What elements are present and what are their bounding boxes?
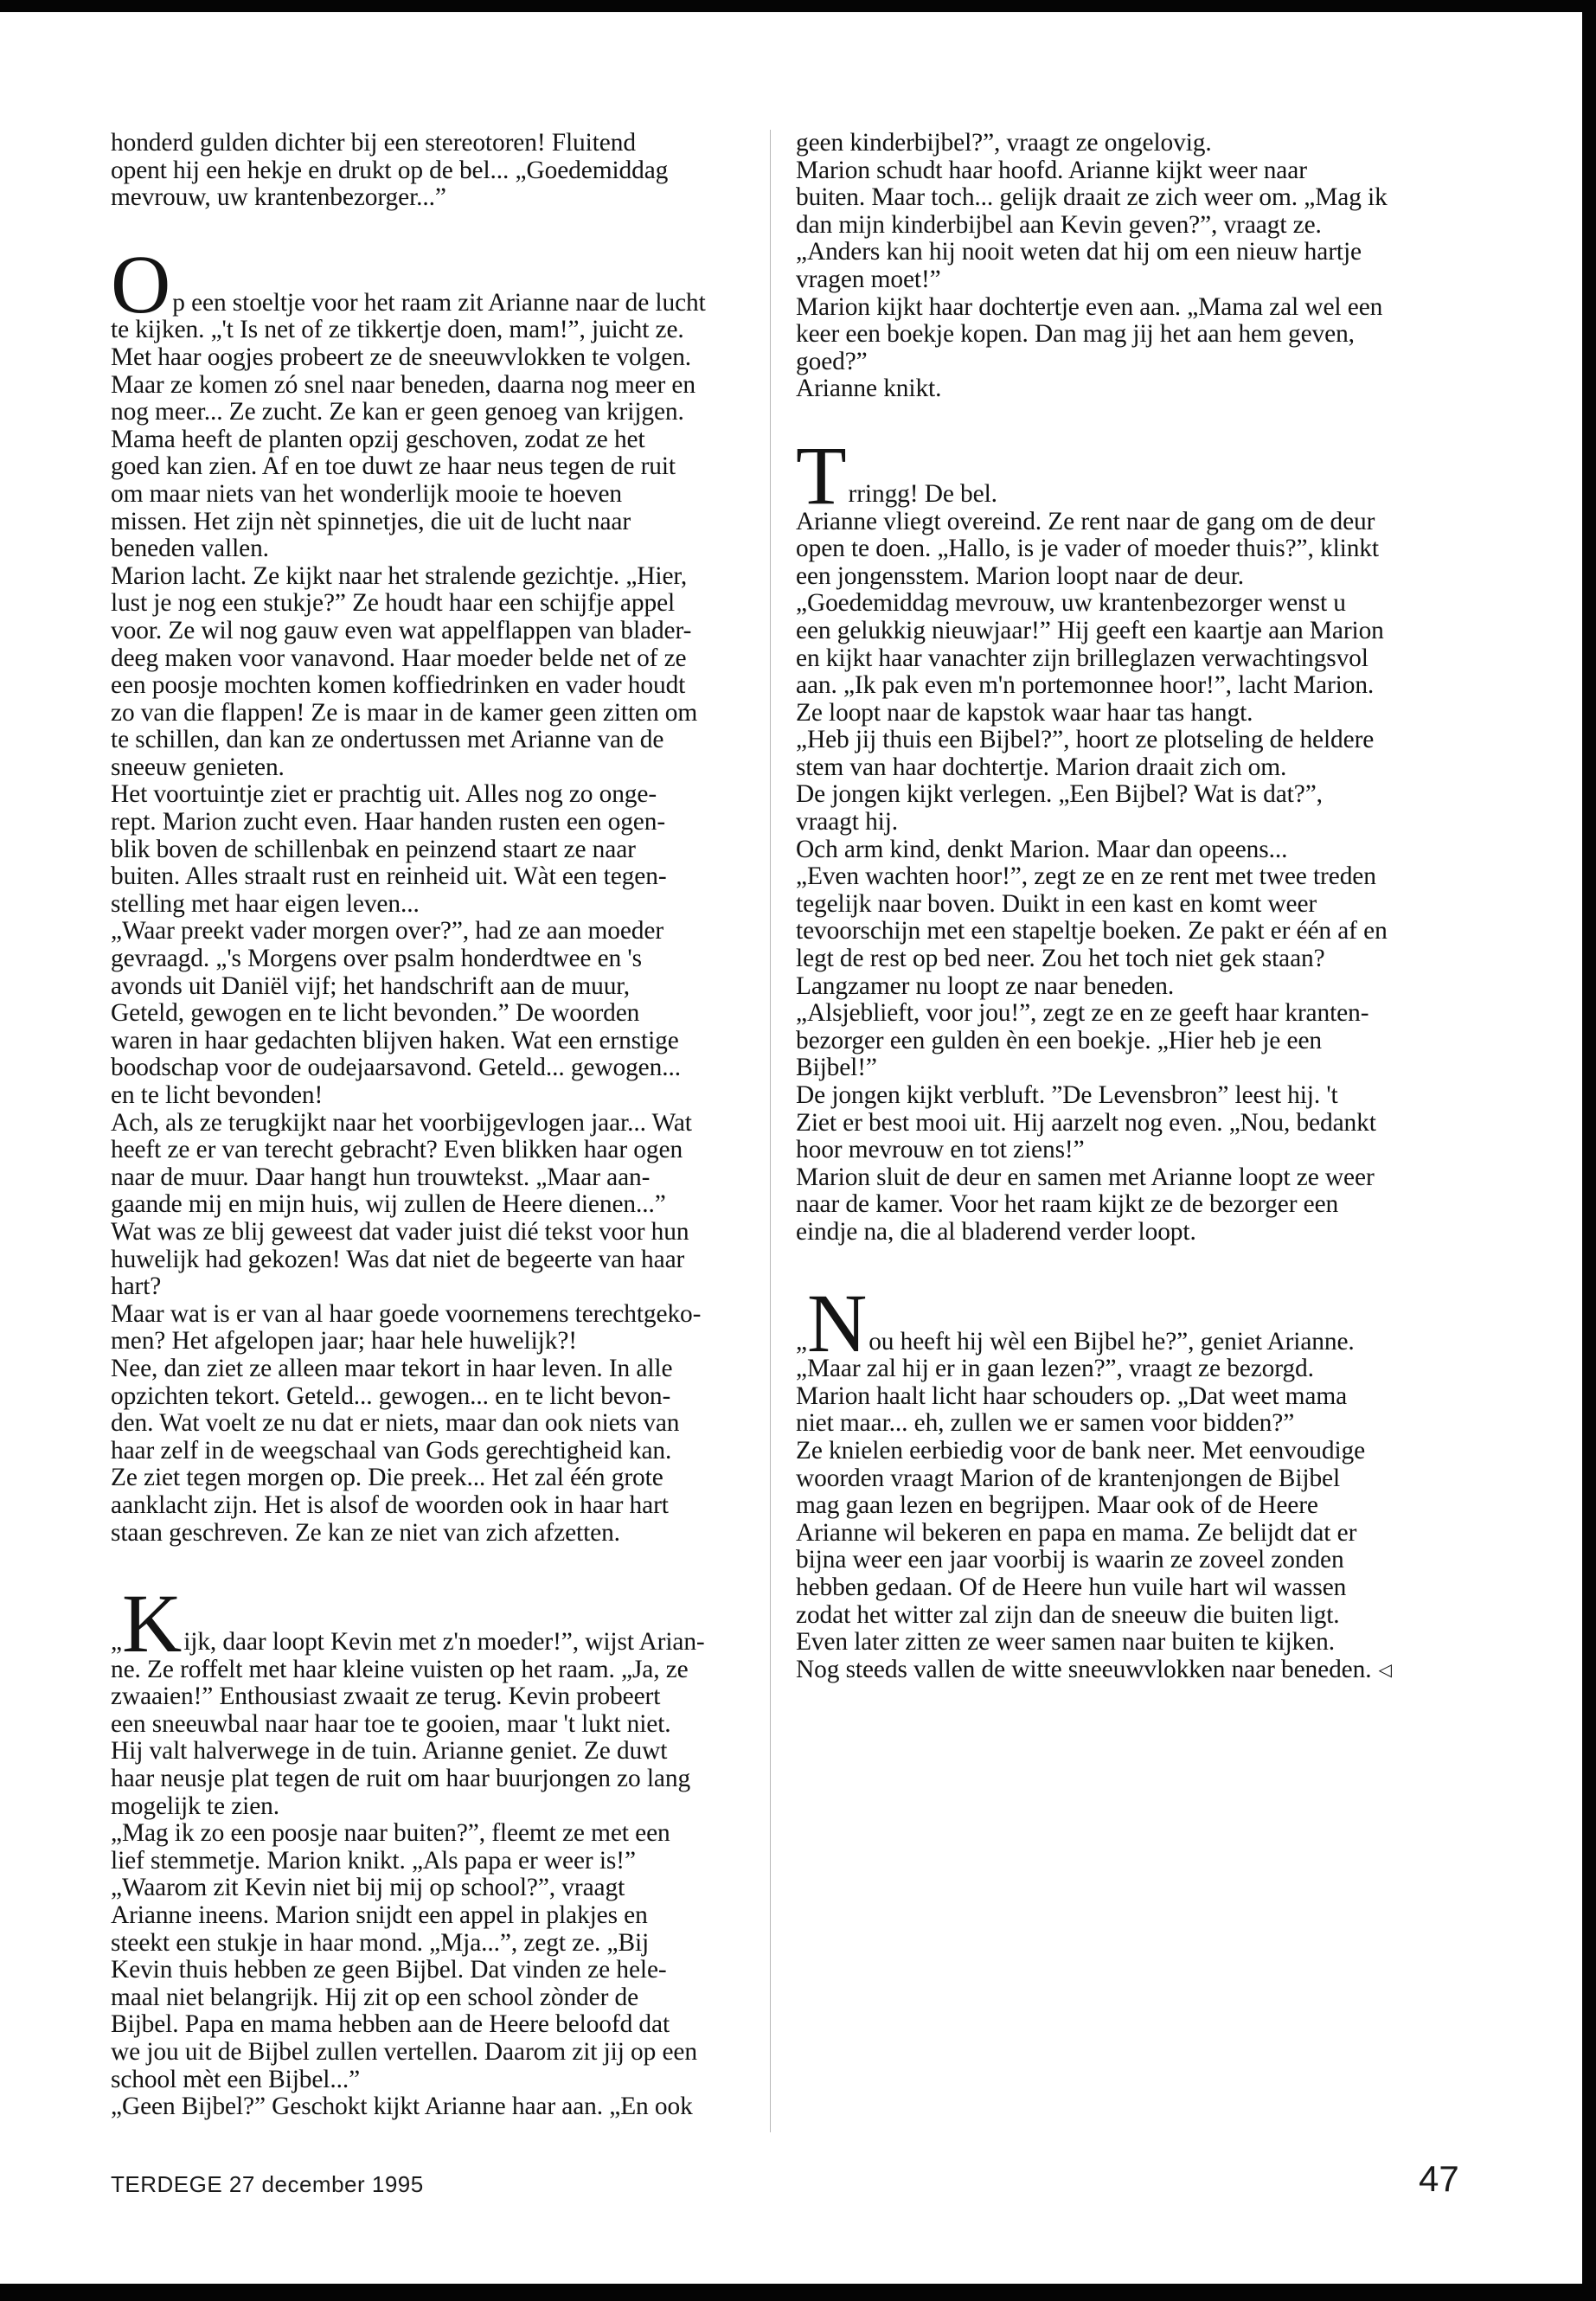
text-line: vraagt hij. xyxy=(796,808,899,836)
footer-publication: TERDEGE 27 december 1995 xyxy=(111,2171,424,2197)
text-line: naar de muur. Daar hangt hun trouwtekst. „Maar aan- xyxy=(111,1163,651,1191)
text-line: naar de kamer. Voor het raam kijkt ze de bezorger een xyxy=(796,1190,1339,1219)
text-line: Arianne vliegt overeind. Ze rent naar de gang om de deur xyxy=(796,507,1375,535)
text-line: Arianne ineens. Marion snijdt een appel in plakjes en xyxy=(111,1901,648,1930)
first-line-text: ijk, daar loopt Kevin met z'n moeder!”, wijst Arian- xyxy=(183,1628,705,1657)
text-line: gevraagd. „'s Morgens over psalm honderdtwee en 's xyxy=(111,945,642,973)
last-line-text: Nog steeds vallen de witte sneeuwvlokken naar beneden. xyxy=(796,1655,1372,1683)
text-line: Nee, dan ziet ze alleen maar tekort in haar leven. In alle xyxy=(111,1354,673,1382)
text-line: lief stemmetje. Marion knikt. „Als papa er weer is!” xyxy=(111,1846,636,1875)
text-line: Maar ze komen zó snel naar beneden, daarna nog meer en xyxy=(111,370,695,399)
text-line: tegelijk naar boven. Duikt in een kast en komt weer xyxy=(796,889,1317,918)
text-line: opzichten tekort. Geteld... gewogen... en te licht bevon- xyxy=(111,1381,671,1410)
text-line: De jongen kijkt verbluft. ”De Levensbron” leest hij. 't xyxy=(796,1081,1338,1109)
text-line: stelling met haar eigen leven... xyxy=(111,889,420,918)
section-with-dropcap xyxy=(796,1276,1445,1684)
first-line-text: p een stoeltje voor het raam zit Arianne naar de lucht xyxy=(172,288,706,317)
text-line: deeg maken voor vanavond. Haar moeder belde net of ze xyxy=(111,644,687,672)
text-line: lust je nog een stukje?” Ze houdt haar een schijfje appel xyxy=(111,589,676,618)
section-with-dropcap xyxy=(111,237,785,1547)
text-line: vragen moet!” xyxy=(796,265,941,293)
section-with-dropcap xyxy=(796,428,1445,1247)
text-line: eindje na, die al bladerend verder loopt. xyxy=(796,1217,1196,1246)
text-line: Marion sluit de deur en samen met Arianne loopt ze weer xyxy=(796,1163,1375,1191)
text-line: Marion schudt haar hoofd. Arianne kijkt weer naar xyxy=(796,156,1307,184)
page-number: 47 xyxy=(1419,2158,1459,2199)
text-line: beneden vallen. xyxy=(111,535,269,563)
text-line: dan mijn kinderbijbel aan Kevin geven?”, vraagt ze. xyxy=(796,210,1322,239)
right-column xyxy=(796,130,1445,1683)
text-line: waren in haar gedachten blijven haken. Wat een ernstige xyxy=(111,1026,679,1054)
text-line: „Waarom zit Kevin niet bij mij op school?”, vraagt xyxy=(111,1874,625,1902)
text-line: tevoorschijn met een stapeltje boeken. Ze pakt er één af en xyxy=(796,917,1388,945)
text-line: Wat was ze blij geweest dat vader juist dié tekst voor hun xyxy=(111,1217,689,1246)
opening-quote: „ xyxy=(796,1327,807,1356)
text-line: stem van haar dochtertje. Marion draait zich om. xyxy=(796,753,1287,781)
text-line: huwelijk had gekozen! Was dat niet de begeerte van haar xyxy=(111,1245,685,1273)
text-line: Ze loopt naar de kapstok waar haar tas hangt. xyxy=(796,698,1253,727)
text-line: zwaaien!” Enthousiast zwaait ze terug. Kevin probeert xyxy=(111,1682,661,1711)
text-line: „Alsjeblieft, voor jou!”, zegt ze en ze geeft haar kranten- xyxy=(796,999,1369,1028)
section-body xyxy=(111,1657,785,2121)
text-line: honderd gulden dichter bij een stereotoren! Fluitend xyxy=(111,129,636,157)
text-line: „Goedemiddag mevrouw, uw krantenbezorger wenst u xyxy=(796,589,1346,618)
text-line: school mèt een Bijbel...” xyxy=(111,2065,361,2093)
text-line: aanklacht zijn. Het is alsof de woorden ook in haar hart xyxy=(111,1490,669,1519)
text-line: hoor mevrouw en tot ziens!” xyxy=(796,1136,1085,1164)
section-with-dropcap xyxy=(111,1577,785,2121)
section-body xyxy=(796,1356,1445,1657)
text-line: gaande mij en mijn huis, wij zullen de Heere dienen...” xyxy=(111,1190,666,1219)
text-line: missen. Het zijn nèt spinnetjes, die uit de lucht naar xyxy=(111,507,631,535)
text-line: avonds uit Daniël vijf; het handschrift aan de muur, xyxy=(111,971,631,1000)
text-line: en te licht bevonden! xyxy=(111,1081,324,1109)
text-line: „Mag ik zo een poosje naar buiten?”, fleemt ze met een xyxy=(111,1819,670,1848)
text-line: Ach, als ze terugkijkt naar het voorbijgevlogen jaar... Wat xyxy=(111,1108,692,1137)
text-line: mevrouw, uw krantenbezorger...” xyxy=(111,183,446,212)
text-line: Geteld, gewogen en te licht bevonden.” De woorden xyxy=(111,999,640,1028)
text-line: boodschap voor de oudejaarsavond. Geteld... gewogen... xyxy=(111,1054,681,1082)
text-line: „Maar zal hij er in gaan lezen?”, vraagt ze bezorgd. xyxy=(796,1355,1314,1383)
text-line: goed kan zien. Af en toe duwt ze haar neus tegen de ruit xyxy=(111,452,676,481)
text-line: „Anders kan hij nooit weten dat hij om een nieuw hartje xyxy=(796,238,1362,266)
text-line: te schillen, dan kan ze ondertussen met Arianne van de xyxy=(111,726,664,754)
text-line: om maar niets van het wonderlijk mooie te hoeven xyxy=(111,479,623,508)
text-line: Kevin thuis hebben ze geen Bijbel. Dat vinden ze hele- xyxy=(111,1956,667,1984)
text-line: Met haar oogjes probeert ze de sneeuwvlokken te volgen. xyxy=(111,343,692,371)
text-line: en kijkt haar vanachter zijn brilleglazen verwachtingsvol xyxy=(796,644,1368,672)
text-line: een jongensstem. Marion loopt naar de deur. xyxy=(796,561,1245,590)
text-line: heeft ze er van terecht gebracht? Even blikken haar ogen xyxy=(111,1136,683,1164)
text-line: te kijken. „'t Is net of ze tikkertje doen, mam!”, juicht ze. xyxy=(111,316,684,344)
text-line: bijna weer een jaar voorbij is waarin ze zoveel zonden xyxy=(796,1546,1344,1574)
drop-cap: O xyxy=(111,237,171,330)
text-line: Och arm kind, denkt Marion. Maar dan opeens... xyxy=(796,835,1288,863)
text-line: Maar wat is er van al haar goede voornemens terechtgeko- xyxy=(111,1299,702,1328)
end-of-article-icon: ◁ xyxy=(1378,1658,1392,1680)
first-line-text: rringg! De bel. xyxy=(848,479,997,508)
text-line: De jongen kijkt verlegen. „Een Bijbel? Wat is dat?”, xyxy=(796,780,1323,809)
text-line: mogelijk te zien. xyxy=(111,1791,279,1820)
text-line: we jou uit de Bijbel zullen vertellen. Daarom zit jij op een xyxy=(111,2038,697,2066)
text-line: Ziet er best mooi uit. Hij aarzelt nog even. „Nou, bedankt xyxy=(796,1108,1376,1137)
text-line: zo van die flappen! Ze is maar in de kamer geen zitten om xyxy=(111,698,698,727)
text-line: „Even wachten hoor!”, zegt ze en ze rent met twee treden xyxy=(796,862,1376,891)
text-line: „Heb jij thuis een Bijbel?”, hoort ze plotseling de heldere xyxy=(796,726,1375,754)
text-line: woorden vraagt Marion of de krantenjongen de Bijbel xyxy=(796,1464,1341,1492)
text-line: steekt een stukje in haar mond. „Mja...”, zegt ze. „Bij xyxy=(111,1928,650,1957)
text-line: zodat het witter zal zijn dan de sneeuw die buiten ligt. xyxy=(796,1600,1340,1629)
opening-quote: „ xyxy=(111,1628,122,1657)
text-line: blik boven de schillenbak en peinzend staart ze naar xyxy=(111,835,636,863)
text-line: Marion kijkt haar dochtertje even aan. „Mama zal wel een xyxy=(796,292,1383,321)
text-line: „Geen Bijbel?” Geschokt kijkt Arianne haar aan. „En ook xyxy=(111,2093,693,2121)
text-line: buiten. Alles straalt rust en reinheid uit. Wàt een tegen- xyxy=(111,862,667,891)
text-line: Het voortuintje ziet er prachtig uit. Alles nog zo onge- xyxy=(111,780,657,809)
paragraph xyxy=(111,130,785,212)
left-column xyxy=(111,130,785,2121)
text-line: legt de rest op bed neer. Zou het toch niet gek staan? xyxy=(796,945,1325,973)
text-line: goed?” xyxy=(796,347,868,375)
column-divider xyxy=(770,130,771,2132)
drop-cap: K xyxy=(121,1577,183,1670)
text-line: rept. Marion zucht even. Haar handen rusten een ogen- xyxy=(111,808,666,836)
section-body xyxy=(111,317,785,1547)
text-line: geen kinderbijbel?”, vraagt ze ongelovig. xyxy=(796,129,1212,157)
text-line: voor. Ze wil nog gauw even wat appelflappen van blader- xyxy=(111,616,692,644)
text-line: Marion haalt licht haar schouders op. „Dat weet mama xyxy=(796,1381,1348,1410)
text-line: sneeuw genieten. xyxy=(111,753,285,781)
text-line: maal niet belangrijk. Hij zit op een school zònder de xyxy=(111,1983,639,2011)
text-line xyxy=(796,1657,1445,1684)
drop-cap: T xyxy=(796,428,847,522)
text-line: een poosje mochten komen koffiedrinken en vader houdt xyxy=(111,671,686,700)
text-line: open te doen. „Hallo, is je vader of moeder thuis?”, klinkt xyxy=(796,535,1379,563)
text-line: opent hij een hekje en drukt op de bel... „Goedemiddag xyxy=(111,156,669,184)
text-line: hebben gedaan. Of de Heere hun vuile hart wil wassen xyxy=(796,1573,1347,1601)
text-line: Even later zitten ze weer samen naar buiten te kijken. xyxy=(796,1628,1335,1657)
paragraph xyxy=(796,130,1445,403)
text-line: een sneeuwbal naar haar toe te gooien, maar 't lukt niet. xyxy=(111,1709,671,1738)
text-line: Arianne wil bekeren en papa en mama. Ze belijdt dat er xyxy=(796,1518,1357,1547)
text-line: Bijbel!” xyxy=(796,1054,877,1082)
text-line: mag gaan lezen en begrijpen. Maar ook of de Heere xyxy=(796,1491,1318,1520)
text-line: Bijbel. Papa en mama hebben aan de Heere beloofd dat xyxy=(111,2010,670,2039)
drop-cap: N xyxy=(806,1276,868,1369)
text-line: Ze knielen eerbiedig voor de bank neer. Met eenvoudige xyxy=(796,1436,1366,1465)
text-line: men? Het afgelopen jaar; haar hele huwelijk?! xyxy=(111,1327,577,1356)
text-line: Ze ziet tegen morgen op. Die preek... Het zal één grote xyxy=(111,1464,663,1492)
text-line: buiten. Maar toch... gelijk draait ze zich weer om. „Mag ik xyxy=(796,183,1388,212)
text-line: haar neusje plat tegen de ruit om haar buurjongen zo lang xyxy=(111,1765,691,1793)
text-line: den. Wat voelt ze nu dat er niets, maar dan ook niets van xyxy=(111,1409,680,1438)
text-line: een gelukkig nieuwjaar!” Hij geeft een kaartje aan Marion xyxy=(796,616,1384,644)
text-line: bezorger een gulden èn een boekje. „Hier heb je een xyxy=(796,1026,1322,1054)
text-line: „Waar preekt vader morgen over?”, had ze aan moeder xyxy=(111,917,664,945)
text-line: nog meer... Ze zucht. Ze kan er geen genoeg van krijgen. xyxy=(111,398,684,426)
text-line: niet maar... eh, zullen we er samen voor bidden?” xyxy=(796,1409,1295,1438)
section-body xyxy=(796,509,1445,1247)
text-line: staan geschreven. Ze kan ze niet van zich afzetten. xyxy=(111,1518,620,1547)
text-line: Langzamer nu loopt ze naar beneden. xyxy=(796,971,1175,1000)
text-line: haar zelf in de weegschaal van Gods gerechtigheid kan. xyxy=(111,1436,672,1465)
text-line: keer een boekje kopen. Dan mag jij het aan hem geven, xyxy=(796,320,1355,349)
text-line: aan. „Ik pak even m'n portemonnee hoor!”, lacht Marion. xyxy=(796,671,1375,700)
text-line: hart? xyxy=(111,1272,162,1301)
text-line: ne. Ze roffelt met haar kleine vuisten op het raam. „Ja, ze xyxy=(111,1655,689,1683)
text-line: Hij valt halverwege in de tuin. Arianne geniet. Ze duwt xyxy=(111,1737,668,1766)
text-line: Marion lacht. Ze kijkt naar het stralende gezichtje. „Hier, xyxy=(111,561,688,590)
text-line: Mama heeft de planten opzij geschoven, zodat ze het xyxy=(111,425,645,453)
first-line-text: ou heeft hij wèl een Bijbel he?”, geniet Arianne. xyxy=(869,1327,1355,1356)
text-line: Arianne knikt. xyxy=(796,375,942,403)
